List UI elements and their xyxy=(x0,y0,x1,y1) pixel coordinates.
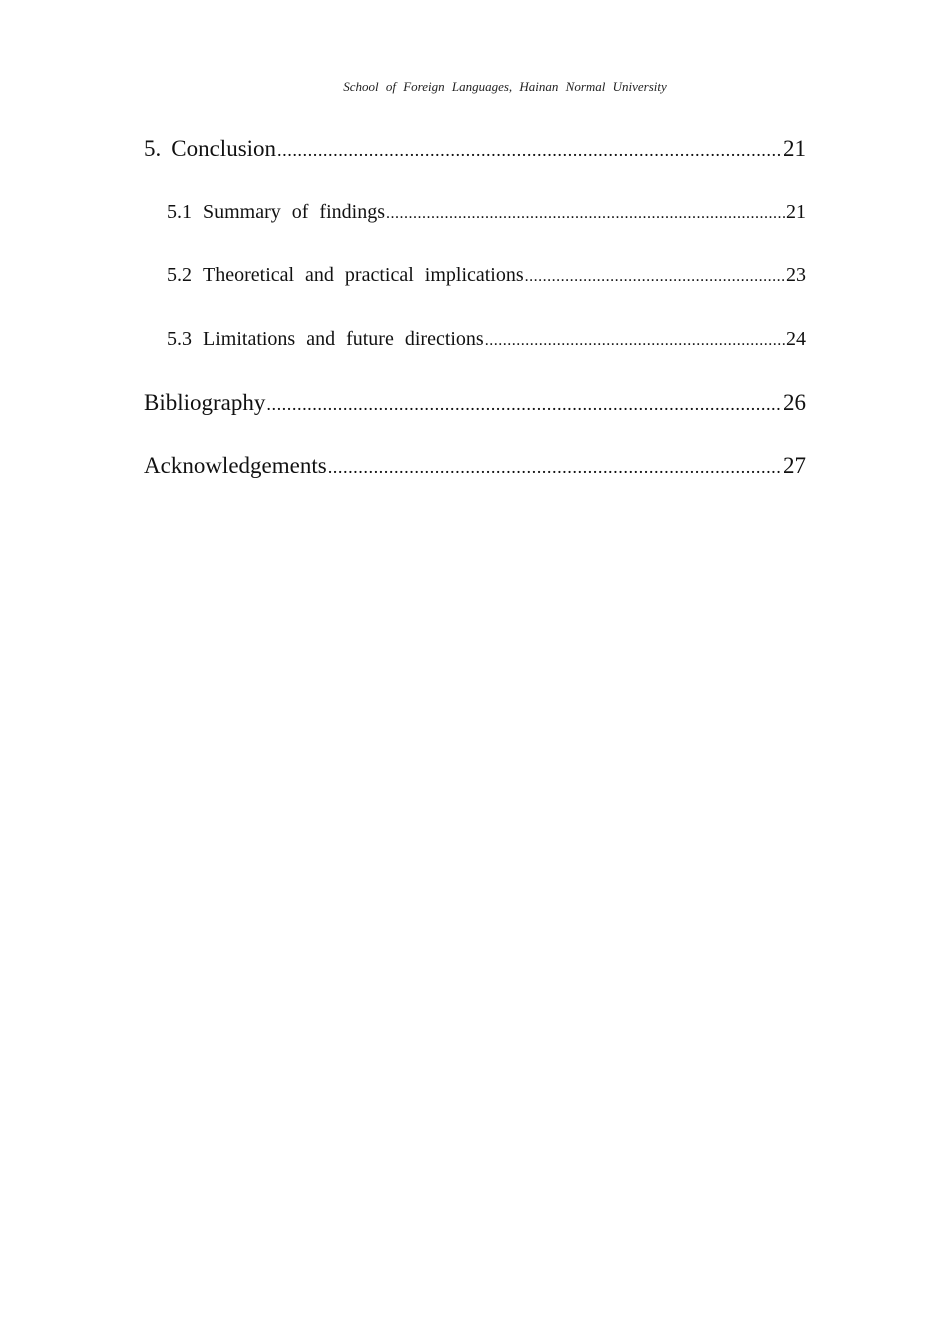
toc-entry-page: 21 xyxy=(786,201,806,223)
toc-entry-bibliography[interactable] xyxy=(144,390,806,416)
toc-entry-page: 23 xyxy=(786,264,806,286)
toc-entry-title: Bibliography xyxy=(144,390,266,415)
toc-dot-leader xyxy=(485,332,785,350)
toc-entry-title: Conclusion xyxy=(171,136,277,161)
toc-dot-leader xyxy=(525,268,785,286)
toc-entry-page: 27 xyxy=(783,453,806,478)
toc-dot-leader xyxy=(277,140,782,161)
toc-entry-number: 5.3 xyxy=(167,328,192,350)
toc-entry-number: 5. xyxy=(144,136,162,161)
toc-entry-number: 5.1 xyxy=(167,201,192,223)
toc-entry-title: Theoretical and practical implications xyxy=(203,264,524,286)
toc-entry-conclusion[interactable] xyxy=(144,136,806,162)
toc-entry-summary-of-findings[interactable] xyxy=(167,201,806,224)
toc-entry-title: Summary of findings xyxy=(203,201,385,223)
toc-dot-leader xyxy=(328,457,782,478)
toc-entry-page: 21 xyxy=(783,136,806,161)
toc-dot-leader xyxy=(266,394,782,415)
toc-entry-title: Limitations and future directions xyxy=(203,328,484,350)
toc-entry-page: 24 xyxy=(786,328,806,350)
toc-entry-acknowledgements[interactable] xyxy=(144,453,806,479)
toc-entry-number: 5.2 xyxy=(167,264,192,286)
toc-entry-theoretical-implications[interactable] xyxy=(167,264,806,287)
toc-dot-leader xyxy=(386,205,785,223)
toc-entry-limitations[interactable] xyxy=(167,328,806,351)
toc-entry-title: Acknowledgements xyxy=(144,453,327,478)
toc-entry-page: 26 xyxy=(783,390,806,415)
running-header: School of Foreign Languages, Hainan Normal University xyxy=(343,79,667,94)
